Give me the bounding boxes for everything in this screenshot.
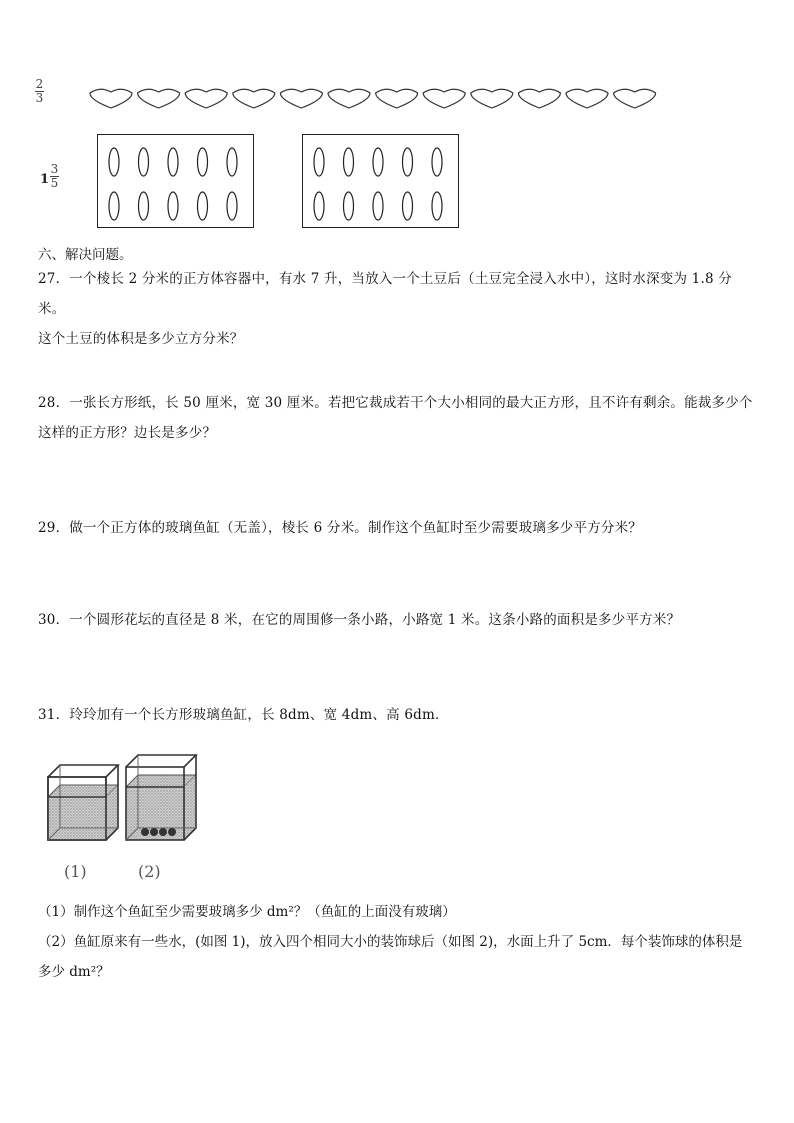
subquestion-line: （2）鱼缸原来有一些水，(如图 1)，放入四个相同大小的装饰球后（如图 2)，水面上升了 5cm．每个装饰球的体积是 xyxy=(38,934,743,950)
subquestion-line: （1）制作这个鱼缸至少需要玻璃多少 dm²？（鱼缸的上面没有玻璃） xyxy=(38,904,456,920)
question-line: 31．玲玲加有一个长方形玻璃鱼缸，长 8dm、宽 4dm、高 6dm． xyxy=(38,707,449,723)
heart-shape xyxy=(614,89,656,108)
ellipse-shape xyxy=(168,192,178,220)
hearts-row xyxy=(86,84,666,116)
fraction-numerator: 3 xyxy=(50,162,59,176)
ellipse-shape xyxy=(403,148,413,176)
ellipse-shape xyxy=(227,192,237,220)
ellipse-grid-right xyxy=(303,135,458,227)
heart-shape xyxy=(90,89,132,108)
subquestion-1 xyxy=(38,897,768,927)
question-28 xyxy=(38,388,758,448)
ellipse-shape xyxy=(109,192,119,220)
question-line: 27．一个棱长 2 分米的正方体容器中，有水 7 升，当放入一个土豆后（土豆完全浸入水中），这时水深变为 1.8 分米。 xyxy=(38,271,732,317)
ellipse-shape xyxy=(227,148,237,176)
decor-ball xyxy=(141,828,149,836)
ellipse-shape xyxy=(168,148,178,176)
ellipse-box-left xyxy=(97,134,254,228)
question-line: 这样的正方形？边长是多少？ xyxy=(38,425,217,441)
ellipse-shape xyxy=(373,148,383,176)
figure-label-1: (1) xyxy=(64,862,87,881)
heart-shape xyxy=(471,89,513,108)
question-30 xyxy=(38,605,758,635)
heart-shape xyxy=(518,89,560,108)
heart-shape xyxy=(280,89,322,108)
fraction-two-thirds xyxy=(35,78,44,105)
question-line: 28．一张长方形纸，长 50 厘米，宽 30 厘米。若把它裁成若干个大小相同的最大正方形，且不许有剩余。能裁多少个 xyxy=(38,395,753,411)
ellipse-shape xyxy=(139,192,149,220)
question-27 xyxy=(38,264,758,354)
fraction-three-fifths xyxy=(50,163,59,190)
ellipse-box-right xyxy=(302,134,459,228)
question-line: 这个土豆的体积是多少立方分米？ xyxy=(38,331,244,347)
question-line: 29．做一个正方体的玻璃鱼缸（无盖），棱长 6 分米。制作这个鱼缸时至少需要玻璃多少平方分米？ xyxy=(38,520,642,536)
heart-shape xyxy=(328,89,370,108)
fish-tank-figures xyxy=(40,745,200,845)
ellipse-shape xyxy=(432,192,442,220)
heart-shape xyxy=(138,89,180,108)
ellipse-shape xyxy=(403,192,413,220)
heart-shape xyxy=(233,89,275,108)
fraction-numerator: 2 xyxy=(35,77,44,91)
mixed-number-whole: 1 xyxy=(40,172,50,187)
ellipse-shape xyxy=(344,148,354,176)
question-line: 30．一个圆形花坛的直径是 8 米，在它的周围修一条小路，小路宽 1 米。这条小路的面积是多少平方米？ xyxy=(38,612,681,628)
fish-tank-1 xyxy=(48,765,118,840)
heart-shape xyxy=(423,89,465,108)
ellipse-shape xyxy=(432,148,442,176)
fish-tank-2 xyxy=(126,755,196,840)
section-title: 六、解决问题。 xyxy=(38,247,133,263)
ellipse-shape xyxy=(344,192,354,220)
ellipse-shape xyxy=(198,148,208,176)
question-31 xyxy=(38,700,758,730)
decor-ball xyxy=(168,828,176,836)
heart-shape xyxy=(566,89,608,108)
subquestion-2 xyxy=(38,927,768,987)
question-29 xyxy=(38,513,758,543)
heart-shape xyxy=(376,89,418,108)
heart-shape xyxy=(185,89,227,108)
decor-ball xyxy=(159,828,167,836)
ellipse-shape xyxy=(109,148,119,176)
fraction-denominator: 5 xyxy=(50,176,59,190)
figure-label-2: (2) xyxy=(138,862,161,881)
ellipse-shape xyxy=(139,148,149,176)
decor-ball xyxy=(150,828,158,836)
ellipse-grid-left xyxy=(98,135,253,227)
fraction-denominator: 3 xyxy=(35,91,44,105)
ellipse-shape xyxy=(314,148,324,176)
ellipse-shape xyxy=(373,192,383,220)
ellipse-shape xyxy=(314,192,324,220)
subquestion-line: 多少 dm²？ xyxy=(38,964,110,980)
ellipse-shape xyxy=(198,192,208,220)
